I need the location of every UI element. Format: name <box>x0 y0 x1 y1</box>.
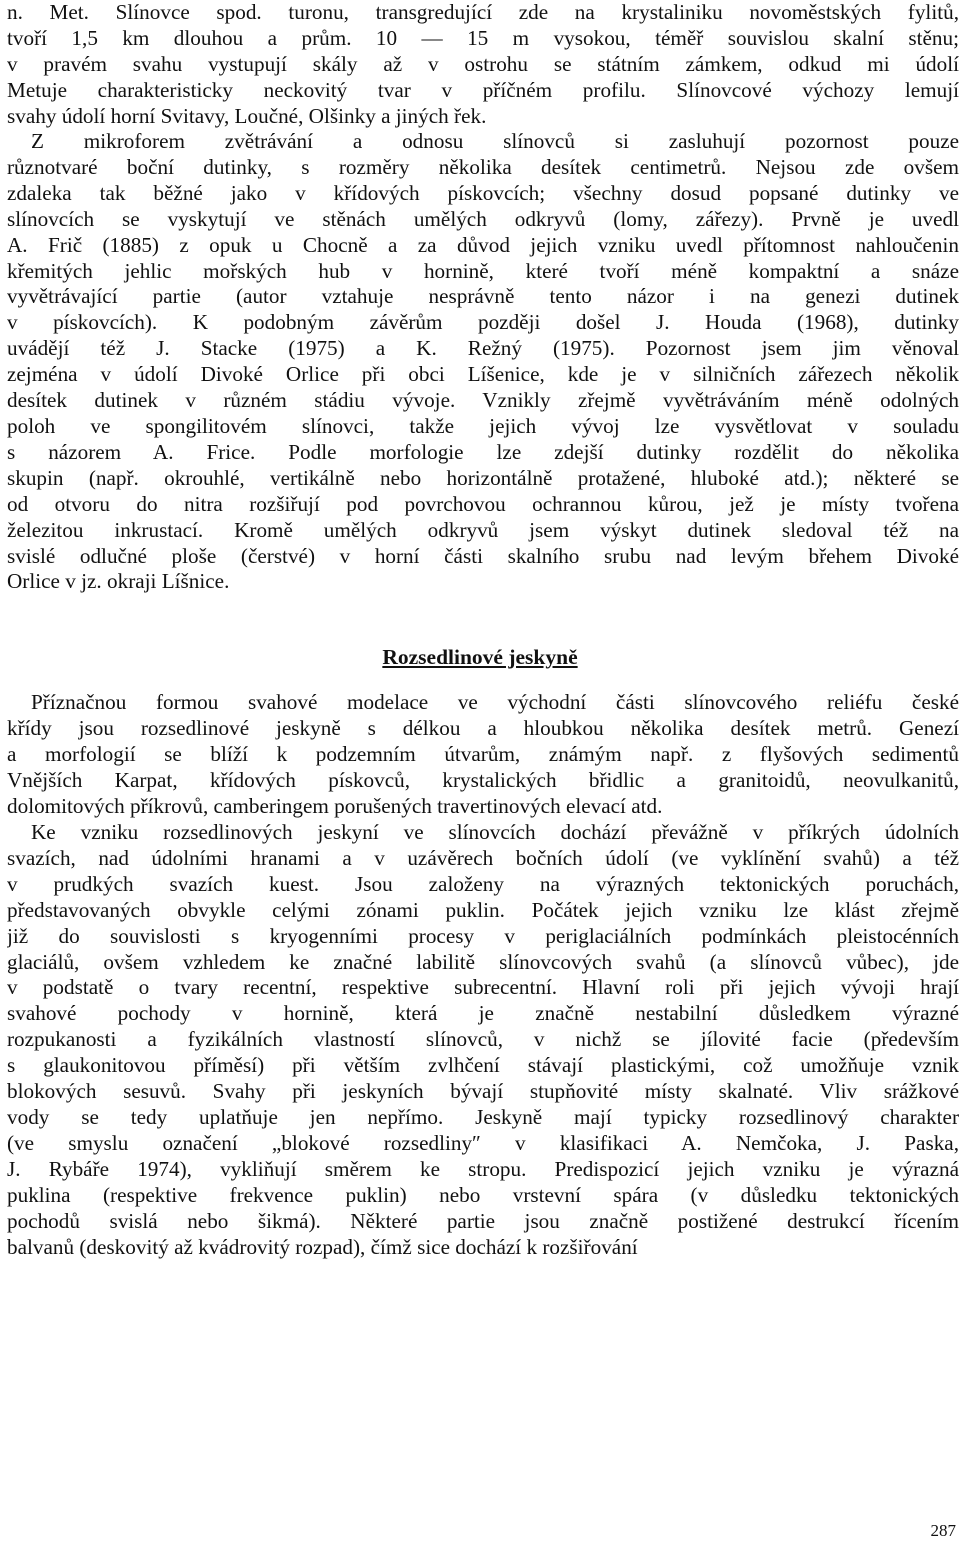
text-line: pochodů svislá nebo šikmá). Některé partie jsou značně postižené destrukcí řícením <box>7 1208 959 1233</box>
text-line: vody se tedy uplatňuje jen nepřímo. Jeskyně mají typicky rozsedlinový charakter <box>7 1104 959 1129</box>
text-line: tvoří 1,5 km dlouhou a prům. 10 — 15 m vysokou, téměř souvislou skalní stěnu; <box>7 25 959 50</box>
paragraph-4 <box>7 820 959 1260</box>
text-line: v pískovcích). K podobným závěrům později došel J. Houda (1968), dutinky <box>7 310 959 335</box>
text-line: blokových sesuvů. Svahy při jeskyních bývají stupňovité místy skalnaté. Vliv srážkové <box>7 1079 959 1104</box>
text-line: s názorem A. Frice. Podle morfologie lze zdejší dutinky rozdělit do několika <box>7 439 959 464</box>
text-line: v podstatě o tvary recentní, respektive subrecentní. Hlavní roli při jejich vývoji hrají <box>7 975 959 1000</box>
text-line: glaciálů, ovšem vzhledem ke značné labilitě slínovcových svahů (a slínovců vůbec), jde <box>7 949 959 974</box>
text-line: Ke vzniku rozsedlinových jeskyní ve slínovcích dochází převážně v příkrých údolních <box>31 820 959 844</box>
paragraph-1 <box>7 0 959 130</box>
text-line: svahové pochody v hornině, která je značně nestabilní důsledkem výrazné <box>7 1001 959 1026</box>
text-line: křídy jsou rozsedlinové jeskyně s délkou a hloubkou několika desítek metrů. Genezí <box>7 715 959 740</box>
text-line: Metuje charakteristicky neckovitý tvar v příčném profilu. Slínovcové výchozy lemují <box>7 77 959 102</box>
text-line: dolomitových příkrovů, camberingem porušených travertinových elevací atd. <box>7 793 663 818</box>
page-number: 287 <box>930 1521 956 1540</box>
text-line: Příznačnou formou svahové modelace ve východní části slínovcového reliéfu české <box>31 690 959 714</box>
text-line: Orlice v jz. okraji Líšnice. <box>7 569 230 594</box>
text-line: v prudkých svazích kuest. Jsou založeny na výrazných tektonických poruchách, <box>7 871 959 896</box>
text-line: svazích, nad údolními hranami a v uzávěrech bočních údolí (ve vyklínění svahů) a též <box>7 845 959 870</box>
text-line: představovaných obvykle celými zónami puklin. Počátek jejich vzniku lze klást zřejmě <box>7 897 959 922</box>
text-line: křemitých jehlic mořských hub v hornině, které tvoří méně kompaktní a snáze <box>7 258 959 283</box>
text-line: Z mikroforem zvětrávání a odnosu slínovců si zasluhují pozornost pouze <box>31 129 959 153</box>
text-line: rozpukanosti a fyzikálních vlastností slínovců, v nichž se jílovité facie (především <box>7 1027 959 1052</box>
text-line: desítek dutinek v různém stádiu vývoje. Vznikly zřejmě vyvětráváním méně odolných <box>7 388 959 413</box>
text-line: svislé odlučné ploše (čerstvé) v horní části skalního srubu nad levým břehem Divoké <box>7 543 959 568</box>
text-line: od otvoru do nitra rozšiřují pod povrchovou ochrannou kůrou, jež je místy tvořena <box>7 491 959 516</box>
text-line: vyvětrávající partie (autor vztahuje nesprávně tento názor i na genezi dutinek <box>7 284 959 309</box>
text-line: s glaukonitovou příměsí) při větším zvlhčení stávají plastickými, což umožňuje vznik <box>7 1053 959 1078</box>
text-line: zejména v údolí Divoké Orlice při obci Líšenice, kde je v silničních zářezech několik <box>7 362 959 387</box>
text-line: různotvaré boční dutinky, s rozměry několika desítek centimetrů. Nejsou zde ovšem <box>7 154 959 179</box>
text-line: v pravém svahu vystupují skály až v ostrohu se státním zámkem, odkud mi údolí <box>7 51 959 76</box>
text-line: a morfologií se blíží k podzemním útvarům, známým např. z flyšových sedimentů <box>7 741 959 766</box>
text-line: skupin (např. okrouhlé, vertikálně nebo horizontálně protažené, hluboké atd.); některé se <box>7 465 959 490</box>
text-line: n. Met. Slínovce spod. turonu, transgredující zde na krystaliniku novoměstských fylitů, <box>7 0 959 24</box>
text-line: (ve smyslu označení „blokové rozsedliny″ v klasifikaci A. Nemčoka, J. Paska, <box>7 1130 959 1155</box>
text-line: zdaleka tak běžné jako v křídových pískovcích; všechny dosud popsané dutinky ve <box>7 180 959 205</box>
text-line: A. Frič (1885) z opuk u Chocně a za důvod jejich vzniku uvedl přítomnost nahloučenin <box>7 232 959 257</box>
text-line: J. Rybáře 1974), vykliňují směrem ke stropu. Predispozicí jejich vzniku je výrazná <box>7 1156 959 1181</box>
text-line: Vnějších Karpat, křídových pískovců, krystalických břidlic a granitoidů, neovulkanitů, <box>7 767 959 792</box>
text-line: puklina (respektive frekvence puklin) nebo vrstevní spára (v důsledku tektonických <box>7 1182 959 1207</box>
text-line: poloh ve spongilitovém slínovci, takže jejich vývoj lze vysvětlovat v souladu <box>7 413 959 438</box>
paragraph-3 <box>7 690 959 820</box>
text-line: svahy údolí horní Svitavy, Loučné, Olšinky a jiných řek. <box>7 103 487 128</box>
text-line: uvádějí též J. Stacke (1975) a K. Režný (1975). Pozornost jsem jim věnoval <box>7 336 959 361</box>
section-heading: Rozsedlinové jeskyně <box>382 645 578 669</box>
text-line: balvanů (deskovitý až kvádrovitý rozpad), čímž sice dochází k rozšiřování <box>7 1234 638 1259</box>
text-line: slínovcích se vyskytují ve stěnách umělých odkryvů (lomy, zářezy). Prvně je uvedl <box>7 206 959 231</box>
text-line: již do souvislosti s kryogenními procesy v periglaciálních podmínkách pleistocénních <box>7 923 959 948</box>
paragraph-2 <box>7 129 959 595</box>
text-line: železitou inkrustací. Kromě umělých odkryvů jsem výskyt dutinek sledoval též na <box>7 517 959 542</box>
